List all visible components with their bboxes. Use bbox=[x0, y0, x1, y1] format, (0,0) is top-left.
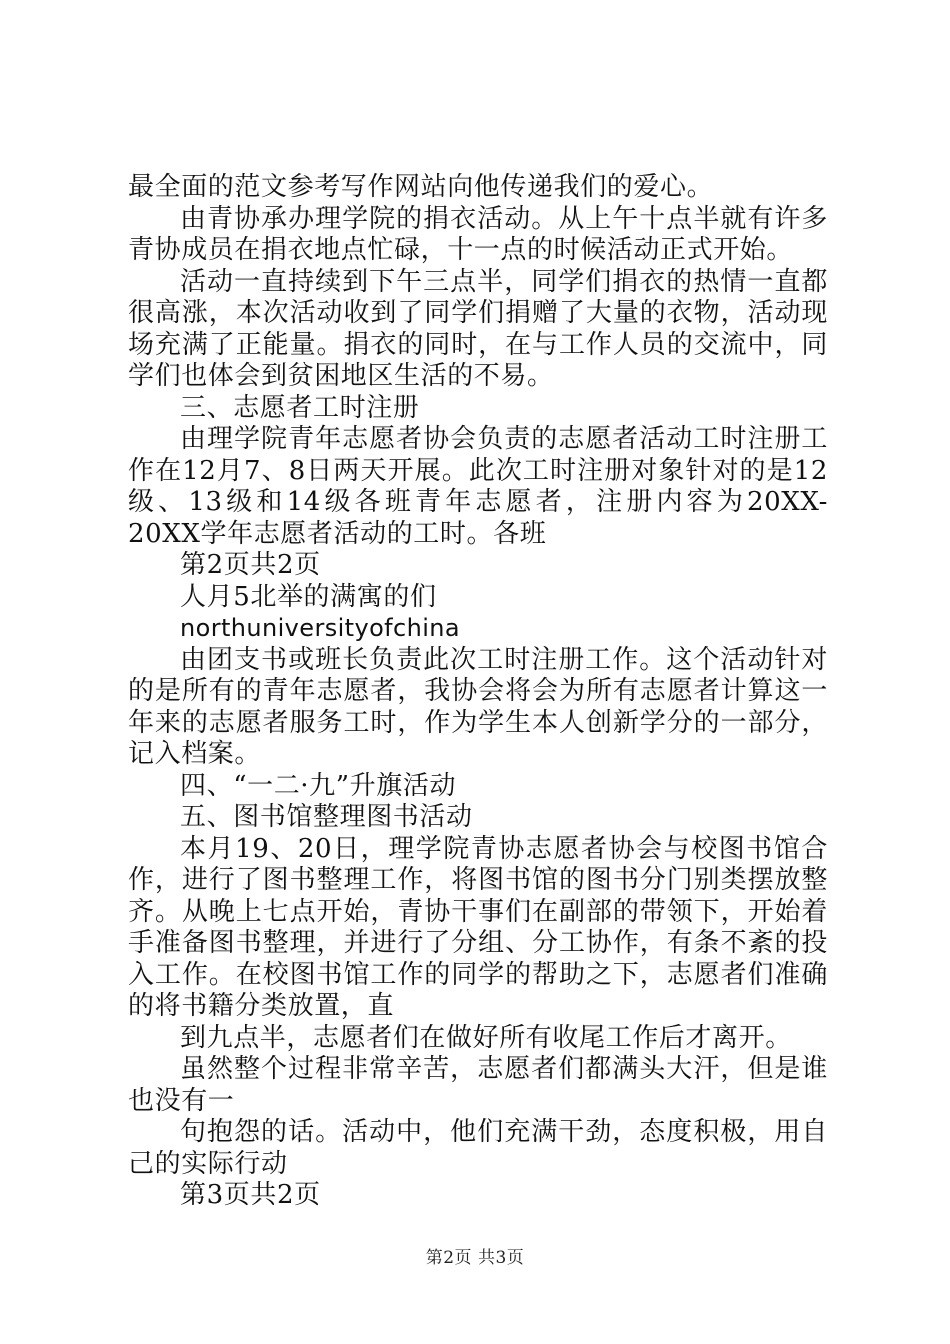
section-heading: 四、“一二·九”升旗活动 bbox=[180, 770, 457, 801]
paragraph: 到九点半，志愿者们在做好所有收尾工作后才离开。 bbox=[180, 1022, 792, 1053]
paragraph: 由青协承办理学院的捐衣活动。从上午十点半就有许多青协成员在捐衣地点忙碌，十一点的时候活动正式开始。 bbox=[128, 203, 828, 265]
paragraph: 活动一直持续到下午三点半，同学们捐衣的热情一直都很高涨，本次活动收到了同学们捐赠了大量的衣物，活动现场充满了正能量。捐衣的同时，在与工作人员的交流中，同学们也体会到贫困地区生活的不易。 bbox=[128, 266, 828, 391]
paragraph: 人月5北举的满寓的们 bbox=[180, 581, 437, 612]
paragraph: 本月19、20日，理学院青协志愿者协会与校图书馆合作，进行了图书整理工作，将图书馆的图书分门别类摆放整齐。从晚上七点开始，青协干事们在副部的带领下，开始着手准备图书整理，并进行了分组、分工协作，有条不紊的投入工作。在校图书馆工作的同学的帮助之下，志愿者们准确的将书籍分类放置，直 bbox=[128, 833, 828, 1021]
paragraph: 句抱怨的话。活动中，他们充满干劲，态度积极，用自己的实际行动 bbox=[128, 1117, 828, 1179]
page-marker: 第2页共2页 bbox=[180, 550, 321, 580]
page-marker: 第3页共2页 bbox=[180, 1180, 321, 1210]
paragraph: northuniversityofchina bbox=[180, 614, 461, 642]
paragraph: 虽然整个过程非常辛苦，志愿者们都满头大汗，但是谁也没有一 bbox=[128, 1054, 828, 1116]
document-body bbox=[128, 172, 828, 1212]
section-heading: 五、图书馆整理图书活动 bbox=[180, 802, 473, 832]
page-footer: 第2页 共3页 bbox=[425, 1248, 525, 1268]
section-heading: 三、志愿者工时注册 bbox=[180, 392, 420, 423]
paragraph: 由理学院青年志愿者协会负责的志愿者活动工时注册工作在12月7、8日两天开展。此次工时注册对象针对的是12级、13级和14级各班青年志愿者，注册内容为20XX-20XX学年志愿者活动的工时。各班 bbox=[128, 424, 828, 549]
paragraph: 最全面的范文参考写作网站向他传递我们的爱心。 bbox=[128, 172, 714, 202]
paragraph: 由团支书或班长负责此次工时注册工作。这个活动针对的是所有的青年志愿者，我协会将会为所有志愿者计算这一年来的志愿者服务工时，作为学生本人创新学分的一部分，记入档案。 bbox=[128, 644, 828, 769]
